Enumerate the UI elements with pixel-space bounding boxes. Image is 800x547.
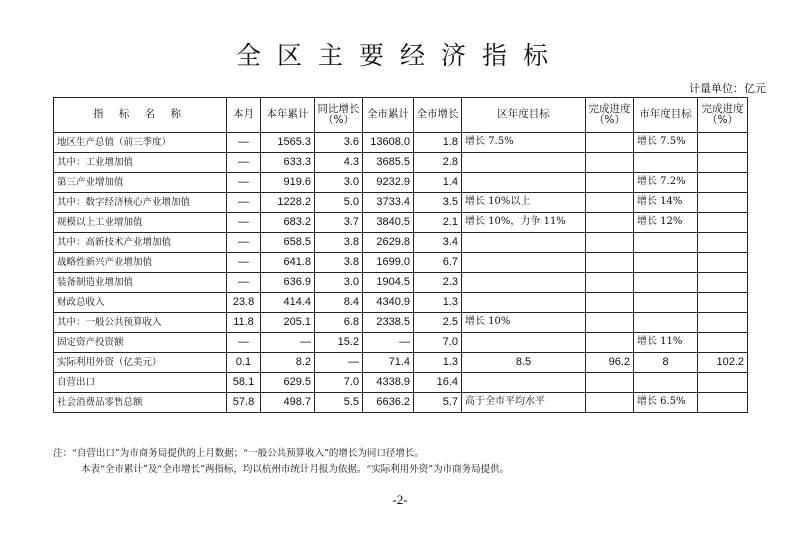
- cell-city-target: [634, 373, 698, 393]
- cell-city-ytd: 4338.9: [363, 373, 414, 393]
- cell-city-target: [634, 153, 698, 173]
- cell-yoy: 3.6: [315, 133, 363, 153]
- cell-progress1: [586, 253, 634, 273]
- cell-district-target: 8.5: [462, 353, 586, 373]
- cell-ytd: 633.3: [261, 153, 315, 173]
- cell-name: 战略性新兴产业增加值: [54, 253, 227, 273]
- table-row: [54, 313, 748, 333]
- cell-progress1: [586, 393, 634, 413]
- cell-yoy: 15.2: [315, 333, 363, 353]
- table-row: [54, 173, 748, 193]
- cell-progress2: [698, 173, 748, 193]
- cell-name: 规模以上工业增加值: [54, 213, 227, 233]
- cell-progress2: [698, 313, 748, 333]
- cell-month: —: [227, 193, 261, 213]
- cell-progress1: [586, 313, 634, 333]
- cell-city-target: 增长 12%: [634, 213, 698, 233]
- table-row: [54, 213, 748, 233]
- cell-name: 其中：高新技术产业增加值: [54, 233, 227, 253]
- cell-city-ytd: 2338.5: [363, 313, 414, 333]
- cell-month: 0.1: [227, 353, 261, 373]
- cell-progress2: [698, 273, 748, 293]
- header-city-target: 市年度目标: [634, 98, 698, 133]
- cell-month: 58.1: [227, 373, 261, 393]
- cell-city-growth: 16.4: [414, 373, 462, 393]
- cell-month: —: [227, 173, 261, 193]
- cell-progress2: [698, 253, 748, 273]
- cell-month: —: [227, 273, 261, 293]
- cell-ytd: 205.1: [261, 313, 315, 333]
- cell-ytd: 919.6: [261, 173, 315, 193]
- cell-yoy: 3.8: [315, 233, 363, 253]
- table-row: [54, 333, 748, 353]
- cell-progress2: [698, 373, 748, 393]
- cell-progress1: [586, 293, 634, 313]
- cell-city-ytd: 3685.5: [363, 153, 414, 173]
- cell-city-target: 增长 7.2%: [634, 173, 698, 193]
- cell-name: 其中：工业增加值: [54, 153, 227, 173]
- cell-progress2: [698, 393, 748, 413]
- table-row: [54, 273, 748, 293]
- cell-yoy: —: [315, 353, 363, 373]
- cell-progress1: [586, 333, 634, 353]
- cell-district-target: 增长 10%: [462, 313, 586, 333]
- cell-city-target: 增长 11%: [634, 333, 698, 353]
- cell-name: 其中：一般公共预算收入: [54, 313, 227, 333]
- cell-city-target: [634, 293, 698, 313]
- table-row: [54, 193, 748, 213]
- table-row: [54, 353, 748, 373]
- cell-city-target: 8: [634, 353, 698, 373]
- cell-district-target: [462, 273, 586, 293]
- cell-progress1: 96.2: [586, 353, 634, 373]
- cell-district-target: [462, 333, 586, 353]
- header-progress-2: 完成进度（%）: [698, 98, 748, 133]
- cell-month: —: [227, 333, 261, 353]
- cell-district-target: 增长 10%以上: [462, 193, 586, 213]
- cell-city-target: 增长 6.5%: [634, 393, 698, 413]
- header-ytd: 本年累计: [261, 98, 315, 133]
- cell-month: —: [227, 233, 261, 253]
- indicator-table: [53, 97, 748, 413]
- cell-progress1: [586, 153, 634, 173]
- cell-district-target: [462, 373, 586, 393]
- cell-city-target: [634, 313, 698, 333]
- cell-progress1: [586, 193, 634, 213]
- header-name: 指 标 名 称: [54, 98, 227, 133]
- cell-ytd: 498.7: [261, 393, 315, 413]
- cell-district-target: [462, 173, 586, 193]
- cell-ytd: 1228.2: [261, 193, 315, 213]
- table-row: [54, 393, 748, 413]
- cell-progress1: [586, 133, 634, 153]
- cell-yoy: 3.0: [315, 173, 363, 193]
- cell-city-growth: 1.8: [414, 133, 462, 153]
- cell-yoy: 8.4: [315, 293, 363, 313]
- cell-district-target: 增长 10%，力争 11%: [462, 213, 586, 233]
- table-row: [54, 293, 748, 313]
- cell-progress2: [698, 233, 748, 253]
- table-row: [54, 253, 748, 273]
- cell-city-ytd: 71.4: [363, 353, 414, 373]
- cell-city-target: [634, 273, 698, 293]
- cell-ytd: —: [261, 333, 315, 353]
- cell-city-ytd: 13608.0: [363, 133, 414, 153]
- cell-progress2: [698, 193, 748, 213]
- cell-ytd: 414.4: [261, 293, 315, 313]
- cell-city-growth: 5.7: [414, 393, 462, 413]
- cell-city-growth: 7.0: [414, 333, 462, 353]
- cell-month: 57.8: [227, 393, 261, 413]
- cell-city-target: [634, 233, 698, 253]
- cell-ytd: 1565.3: [261, 133, 315, 153]
- cell-district-target: [462, 153, 586, 173]
- cell-city-ytd: 4340.9: [363, 293, 414, 313]
- cell-progress1: [586, 273, 634, 293]
- cell-name: 地区生产总值（前三季度）: [54, 133, 227, 153]
- cell-city-growth: 3.5: [414, 193, 462, 213]
- cell-district-target: [462, 233, 586, 253]
- cell-ytd: 641.8: [261, 253, 315, 273]
- cell-yoy: 7.0: [315, 373, 363, 393]
- cell-progress2: [698, 333, 748, 353]
- table-header-row: [54, 98, 748, 133]
- cell-progress2: [698, 213, 748, 233]
- cell-district-target: 增长 7.5%: [462, 133, 586, 153]
- cell-month: 11.8: [227, 313, 261, 333]
- cell-yoy: 5.0: [315, 193, 363, 213]
- cell-name: 固定资产投资额: [54, 333, 227, 353]
- cell-city-growth: 2.8: [414, 153, 462, 173]
- cell-progress1: [586, 373, 634, 393]
- cell-city-growth: 2.3: [414, 273, 462, 293]
- cell-name: 社会消费品零售总额: [54, 393, 227, 413]
- cell-name: 自营出口: [54, 373, 227, 393]
- header-yoy: 同比增长（%）: [315, 98, 363, 133]
- cell-progress1: [586, 213, 634, 233]
- cell-city-ytd: —: [363, 333, 414, 353]
- cell-city-ytd: 1904.5: [363, 273, 414, 293]
- cell-yoy: 3.8: [315, 253, 363, 273]
- table-row: [54, 153, 748, 173]
- cell-ytd: 8.2: [261, 353, 315, 373]
- cell-city-growth: 2.5: [414, 313, 462, 333]
- header-city-ytd: 全市累计: [363, 98, 414, 133]
- cell-name: 财政总收入: [54, 293, 227, 313]
- cell-city-ytd: 9232.9: [363, 173, 414, 193]
- header-month: 本月: [227, 98, 261, 133]
- table-row: [54, 133, 748, 153]
- cell-district-target: 高于全市平均水平: [462, 393, 586, 413]
- header-progress-1: 完成进度（%）: [586, 98, 634, 133]
- cell-city-growth: 6.7: [414, 253, 462, 273]
- cell-month: —: [227, 213, 261, 233]
- cell-progress1: [586, 233, 634, 253]
- cell-city-growth: 3.4: [414, 233, 462, 253]
- cell-yoy: 5.5: [315, 393, 363, 413]
- cell-progress2: 102.2: [698, 353, 748, 373]
- cell-ytd: 683.2: [261, 213, 315, 233]
- cell-ytd: 658.5: [261, 233, 315, 253]
- unit-label: 计量单位：亿元: [689, 82, 766, 95]
- page-title: 全区主要经济指标: [235, 41, 564, 70]
- cell-city-ytd: 1699.0: [363, 253, 414, 273]
- cell-name: 第三产业增加值: [54, 173, 227, 193]
- footnote-1: 注：“自营出口”为市商务局提供的上月数据；“一般公共预算收入”的增长为同口径增长。: [53, 448, 424, 459]
- header-district-target: 区年度目标: [462, 98, 586, 133]
- cell-ytd: 636.9: [261, 273, 315, 293]
- cell-city-growth: 1.3: [414, 353, 462, 373]
- cell-yoy: 4.3: [315, 153, 363, 173]
- cell-name: 其中：数字经济核心产业增加值: [54, 193, 227, 213]
- cell-progress1: [586, 173, 634, 193]
- footnote-2: 本表“全市累计”及“全市增长”两指标，均以杭州市统计月报为依据。“实际利用外资”为市商务局提供。: [81, 464, 510, 475]
- cell-city-growth: 1.3: [414, 293, 462, 313]
- cell-yoy: 3.0: [315, 273, 363, 293]
- cell-district-target: [462, 253, 586, 273]
- page-number: -2-: [392, 492, 408, 507]
- cell-city-target: [634, 253, 698, 273]
- cell-month: —: [227, 153, 261, 173]
- cell-city-ytd: 3840.5: [363, 213, 414, 233]
- cell-city-growth: 1.4: [414, 173, 462, 193]
- cell-yoy: 3.7: [315, 213, 363, 233]
- cell-progress2: [698, 153, 748, 173]
- cell-month: —: [227, 253, 261, 273]
- header-city-growth: 全市增长: [414, 98, 462, 133]
- cell-month: 23.8: [227, 293, 261, 313]
- cell-city-ytd: 6636.2: [363, 393, 414, 413]
- cell-progress2: [698, 133, 748, 153]
- table-row: [54, 233, 748, 253]
- cell-yoy: 6.8: [315, 313, 363, 333]
- cell-ytd: 629.5: [261, 373, 315, 393]
- cell-city-ytd: 2629.8: [363, 233, 414, 253]
- cell-district-target: [462, 293, 586, 313]
- cell-progress2: [698, 293, 748, 313]
- table-row: [54, 373, 748, 393]
- cell-name: 装备制造业增加值: [54, 273, 227, 293]
- cell-city-target: 增长 14%: [634, 193, 698, 213]
- cell-city-target: 增长 7.5%: [634, 133, 698, 153]
- cell-name: 实际利用外资（亿美元）: [54, 353, 227, 373]
- cell-city-growth: 2.1: [414, 213, 462, 233]
- cell-month: —: [227, 133, 261, 153]
- cell-city-ytd: 3733.4: [363, 193, 414, 213]
- footnotes: [53, 446, 753, 478]
